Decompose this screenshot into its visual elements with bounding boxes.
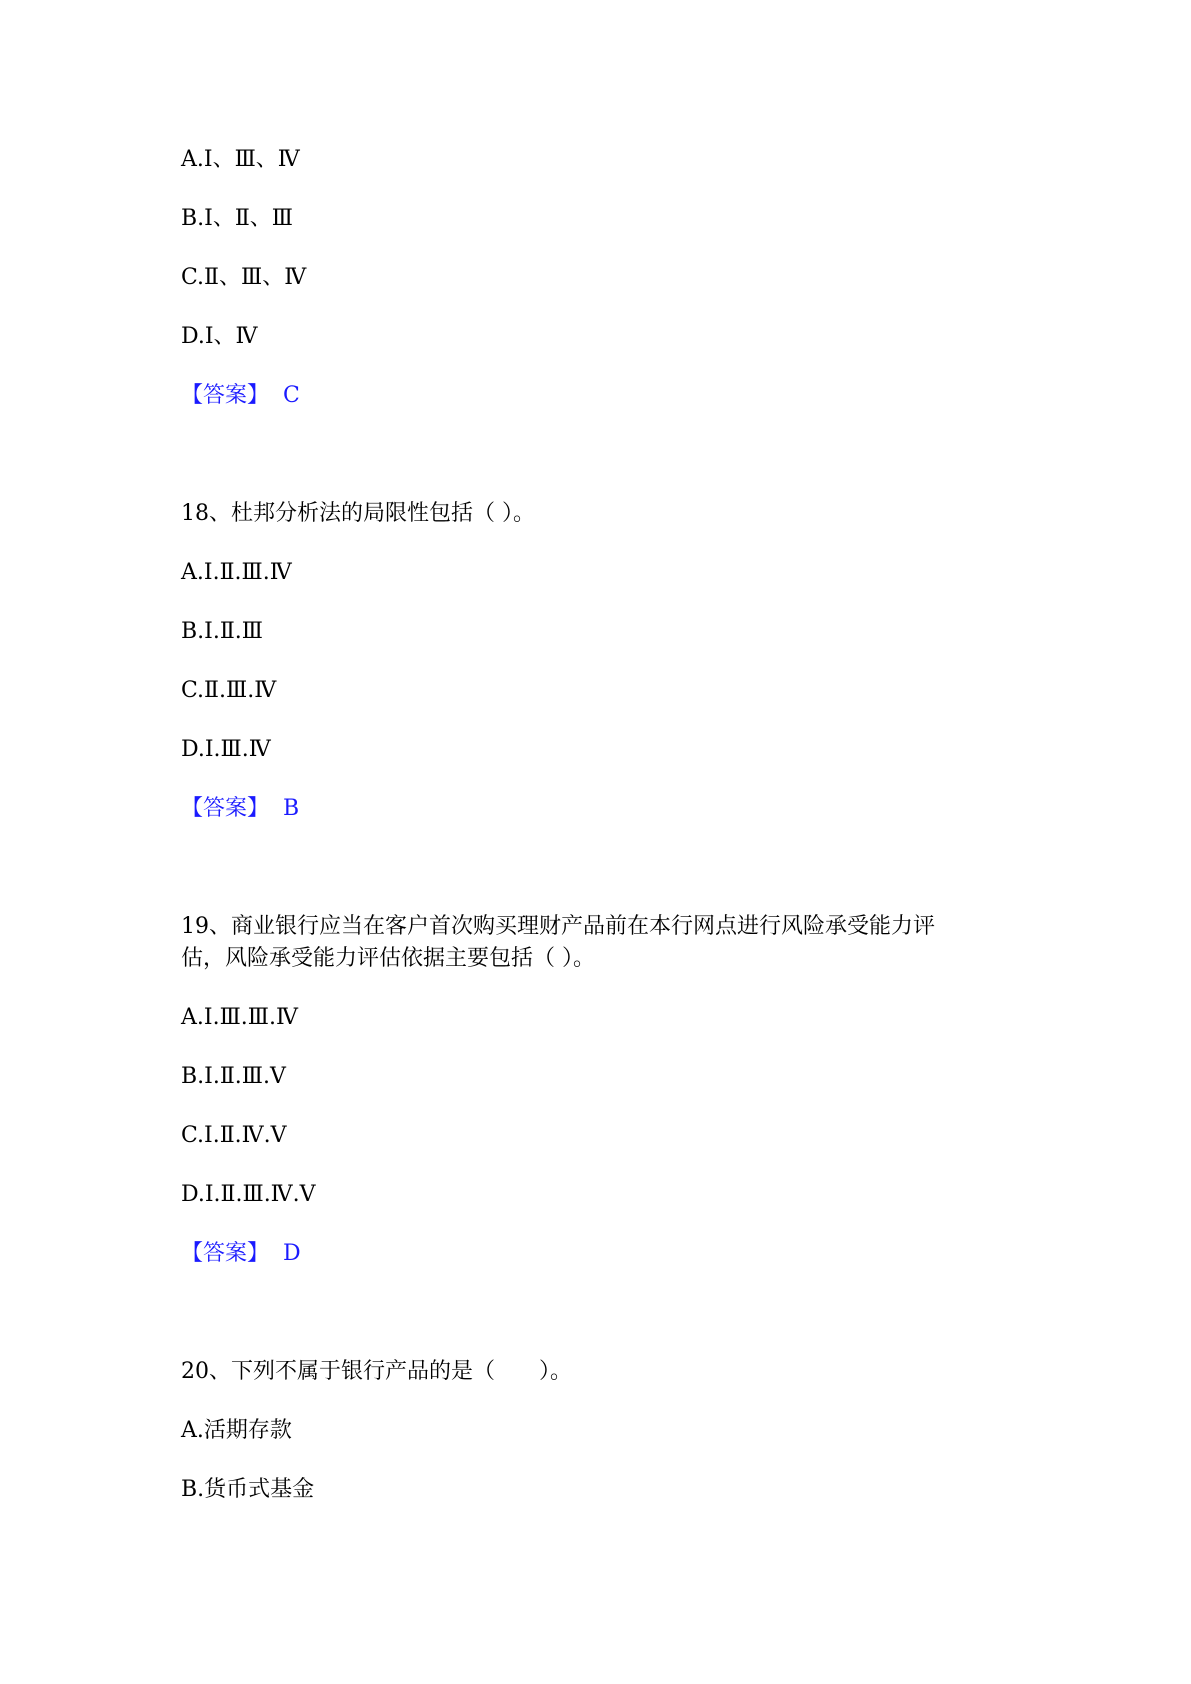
answer-label: 【答案】 <box>181 796 270 821</box>
q19-option-a: A.Ⅰ.Ⅲ.Ⅲ.Ⅳ <box>181 1005 298 1030</box>
q18-option-b: B.Ⅰ.Ⅱ.Ⅲ <box>181 619 264 644</box>
q19-question-line1: 19、商业银行应当在客户首次购买理财产品前在本行网点进行风险承受能力评 <box>181 914 935 939</box>
q19-option-b: B.Ⅰ.Ⅱ.Ⅲ.Ⅴ <box>181 1064 286 1089</box>
answer-label: 【答案】 <box>181 1241 270 1266</box>
q19-option-d: D.Ⅰ.Ⅱ.Ⅲ.Ⅳ.Ⅴ <box>181 1182 316 1207</box>
q17-option-c: C.Ⅱ、Ⅲ、Ⅳ <box>181 265 307 290</box>
q19-option-c: C.Ⅰ.Ⅱ.Ⅳ.Ⅴ <box>181 1123 287 1148</box>
q17-answer <box>181 381 300 411</box>
answer-value: B <box>283 796 300 821</box>
q19-question-line2: 估，风险承受能力评估依据主要包括（ ）。 <box>181 946 595 971</box>
q17-option-b: B.Ⅰ、Ⅱ、Ⅲ <box>181 206 294 231</box>
q17-option-d: D.Ⅰ、Ⅳ <box>181 324 258 349</box>
q20-option-b: B.货币式基金 <box>181 1477 315 1502</box>
q18-option-d: D.Ⅰ.Ⅲ.Ⅳ <box>181 737 271 762</box>
q18-answer <box>181 794 299 824</box>
q20-question: 20、下列不属于银行产品的是（ ）。 <box>181 1359 572 1384</box>
q17-option-a: A.Ⅰ、Ⅲ、Ⅳ <box>181 147 300 172</box>
answer-label: 【答案】 <box>181 383 270 408</box>
answer-value: C <box>283 383 300 408</box>
q18-question: 18、杜邦分析法的局限性包括（ ）。 <box>181 501 535 526</box>
q18-option-c: C.Ⅱ.Ⅲ.Ⅳ <box>181 678 277 703</box>
q19-answer <box>181 1239 301 1269</box>
answer-value: D <box>283 1241 301 1266</box>
q18-option-a: A.Ⅰ.Ⅱ.Ⅲ.Ⅳ <box>181 560 292 585</box>
q20-option-a: A.活期存款 <box>181 1418 292 1443</box>
